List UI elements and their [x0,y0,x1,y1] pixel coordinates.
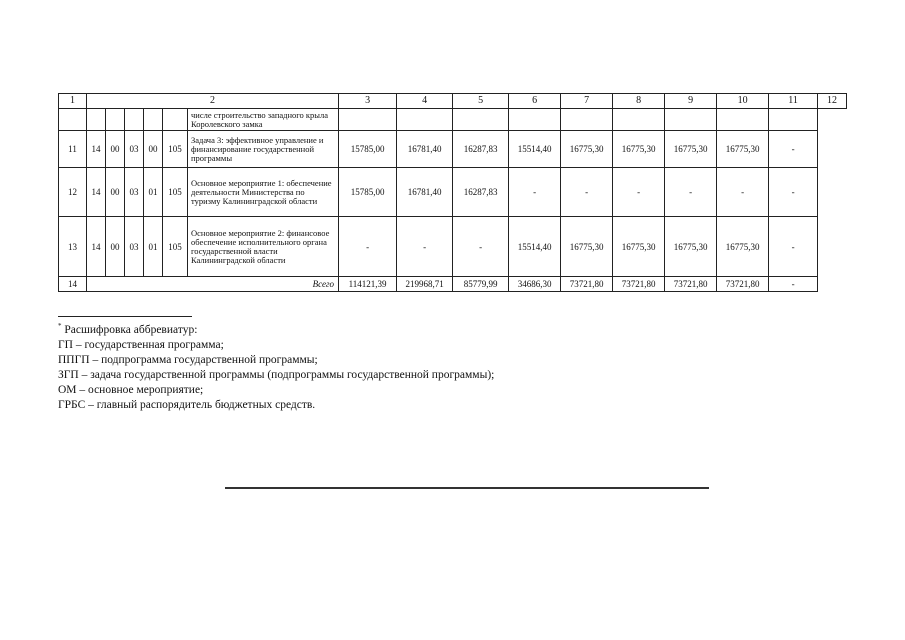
header-cell: 9 [665,94,717,109]
code-cell: 00 [106,131,125,168]
code-cell: 01 [144,168,163,217]
abbreviation-line: ГП – государственная программа; [58,338,224,351]
footnote-block [58,316,494,413]
row-number-cell: 11 [59,131,87,168]
value-cell: 16287,83 [453,168,509,217]
code-cell: 105 [163,131,188,168]
table-row [59,109,847,131]
code-cell: 105 [163,217,188,277]
code-cell: 01 [144,217,163,277]
value-cell: 15514,40 [509,131,561,168]
header-cell: 1 [59,94,87,109]
value-cell: 16287,83 [453,131,509,168]
value-cell: 16775,30 [613,131,665,168]
footnote-mark: * [58,322,62,330]
row-name-cell: числе строительство западного крыла Королевского замка [188,109,339,131]
footnote-title-text: Расшифровка аббревиатур: [64,323,198,336]
header-cell: 6 [509,94,561,109]
row-name-cell: Основное мероприятие 1: обеспечение деятельности Министерства по туризму Калининградской области [188,168,339,217]
value-cell: 15785,00 [339,168,397,217]
value-cell: 16775,30 [717,217,769,277]
code-cell: 00 [106,168,125,217]
total-value-cell: - [769,277,818,292]
row-number-cell: 14 [59,277,87,292]
value-cell: 16781,40 [397,131,453,168]
value-cell: - [769,131,818,168]
value-cell: 15785,00 [339,131,397,168]
code-cell: 00 [144,131,163,168]
value-cell: - [339,217,397,277]
closing-divider [225,487,709,489]
header-cell: 3 [339,94,397,109]
code-cell: 00 [106,217,125,277]
total-row [59,277,847,292]
header-cell: 7 [561,94,613,109]
value-cell: - [769,168,818,217]
code-cell: 03 [125,131,144,168]
table-row [59,217,847,277]
value-cell: - [665,168,717,217]
total-value-cell: 73721,80 [561,277,613,292]
table-row [59,168,847,217]
total-value-cell: 219968,71 [397,277,453,292]
code-cell: 03 [125,217,144,277]
value-cell: - [561,168,613,217]
total-label: Всего [87,277,339,292]
row-number-cell: 13 [59,217,87,277]
header-cell: 8 [613,94,665,109]
value-cell: - [769,217,818,277]
footnote-divider [58,316,192,317]
total-value-cell: 85779,99 [453,277,509,292]
abbreviation-line: ЗГП – задача государственной программы (подпрограммы государственной программы); [58,368,495,381]
row-number-cell: 12 [59,168,87,217]
code-cell: 14 [87,168,106,217]
code-cell: 14 [87,217,106,277]
value-cell: 16775,30 [561,217,613,277]
abbreviation-line: ОМ – основное мероприятие; [58,383,204,396]
value-cell: - [717,168,769,217]
code-cell: 03 [125,168,144,217]
footnote-title [58,319,494,338]
header-cell: 2 [87,94,339,109]
value-cell: - [509,168,561,217]
value-cell: - [613,168,665,217]
value-cell: 16775,30 [665,131,717,168]
header-cell: 10 [717,94,769,109]
code-cell: 105 [163,168,188,217]
total-value-cell: 114121,39 [339,277,397,292]
table-row [59,131,847,168]
abbreviation-line: ППГП – подпрограмма государственной программы; [58,353,318,366]
value-cell: 16775,30 [717,131,769,168]
value-cell: 16781,40 [397,168,453,217]
total-value-cell: 73721,80 [665,277,717,292]
header-cell: 5 [453,94,509,109]
budget-table [58,93,847,292]
value-cell: 16775,30 [561,131,613,168]
header-cell: 4 [397,94,453,109]
header-cell: 12 [818,94,847,109]
total-value-cell: 73721,80 [717,277,769,292]
code-cell: 14 [87,131,106,168]
row-name-cell: Задача 3: эффективное управление и финансирование государственной программы [188,131,339,168]
table-header-row [59,94,847,109]
value-cell: 16775,30 [613,217,665,277]
total-value-cell: 34686,30 [509,277,561,292]
value-cell: 15514,40 [509,217,561,277]
total-value-cell: 73721,80 [613,277,665,292]
value-cell: 16775,30 [665,217,717,277]
row-name-cell: Основное мероприятие 2: финансовое обеспечение исполнительного органа государственной власти Калининградской области [188,217,339,277]
abbreviation-line: ГРБС – главный распорядитель бюджетных средств. [58,398,316,411]
header-cell: 11 [769,94,818,109]
value-cell: - [453,217,509,277]
value-cell: - [397,217,453,277]
